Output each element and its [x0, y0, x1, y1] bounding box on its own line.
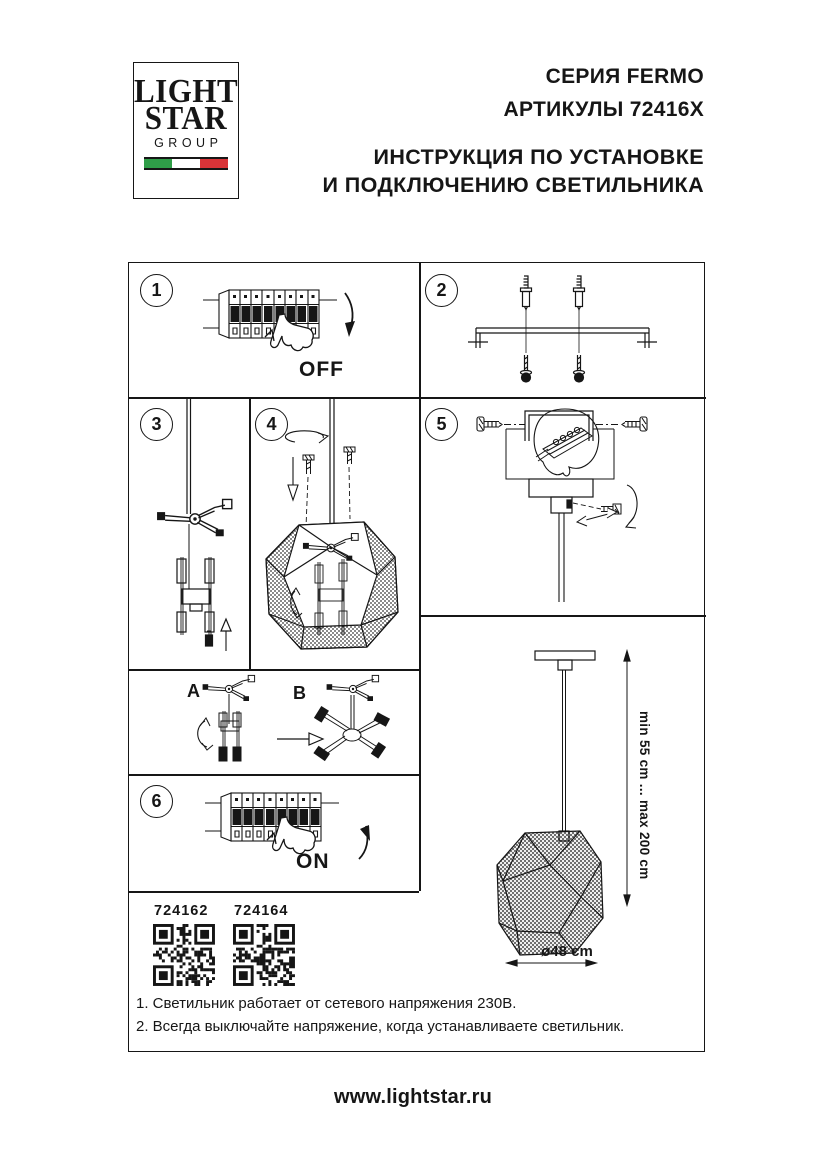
website-url: www.lightstar.ru: [333, 1086, 493, 1108]
pendant-dimensions-diagram: [419, 615, 706, 1053]
header-instruction-block: [323, 144, 704, 199]
article-code: 724162: [154, 903, 209, 919]
article-code: 724164: [234, 903, 289, 919]
instruction-title-line2: И ПОДКЛЮЧЕНИЮ СВЕТИЛЬНИКА: [322, 172, 704, 197]
step3-number: 3: [140, 408, 173, 441]
logo-word-group: GROUP: [154, 136, 223, 150]
italian-flag-bar: [144, 157, 228, 170]
step4-number: 4: [255, 408, 288, 441]
step1-number: 1: [140, 274, 173, 307]
lightstar-logo: [133, 62, 239, 199]
logo-word-light: LIGHT: [134, 71, 239, 110]
arrow-down-icon: [345, 321, 355, 337]
arrow-up-icon: [360, 825, 370, 841]
variant-ab-diagram: [129, 669, 419, 774]
note-line: 2. Всегда выключайте напряжение, когда устанавливаете светильник.: [136, 1017, 625, 1035]
divider: [129, 891, 419, 893]
on-label: ON: [296, 850, 330, 873]
articles-title: АРТИКУЛЫ 72416X: [503, 98, 704, 121]
note-line: 1. Светильник работает от сетевого напряжения 230В.: [136, 995, 517, 1012]
qr-code: [233, 924, 295, 986]
step6-number: 6: [140, 785, 173, 818]
arrow-down-icon: [288, 485, 298, 500]
step5-number: 5: [425, 408, 458, 441]
instruction-title-line1: ИНСТРУКЦИЯ ПО УСТАНОВКЕ: [373, 145, 704, 169]
logo-word-star: STAR: [144, 98, 228, 137]
step2-number: 2: [425, 274, 458, 307]
diameter-dimension: ø48 cm: [541, 943, 593, 960]
figure-grid: [128, 262, 705, 1052]
rotate-arrow-icon: [626, 517, 636, 528]
step1-breaker-off-diagram: [129, 263, 419, 397]
height-range-dimension: min 55 cm ... max 200 cm: [637, 711, 652, 880]
variant-a-label: A: [187, 681, 200, 701]
off-label: OFF: [299, 358, 344, 381]
safety-notes: [136, 993, 624, 1038]
step2-mounting-kit-diagram: [419, 263, 706, 397]
arrow-up-icon: [221, 619, 231, 631]
variant-b-label: B: [293, 683, 306, 703]
series-title: СЕРИЯ FERMO: [545, 65, 704, 88]
arrow-right-icon: [309, 733, 323, 745]
qr-code: [153, 924, 215, 986]
step5-canopy-diagram: [419, 397, 706, 615]
step6-breaker-on-diagram: [129, 774, 419, 891]
header-series-block: [504, 60, 704, 126]
rotate-arrow-icon: [200, 718, 213, 750]
